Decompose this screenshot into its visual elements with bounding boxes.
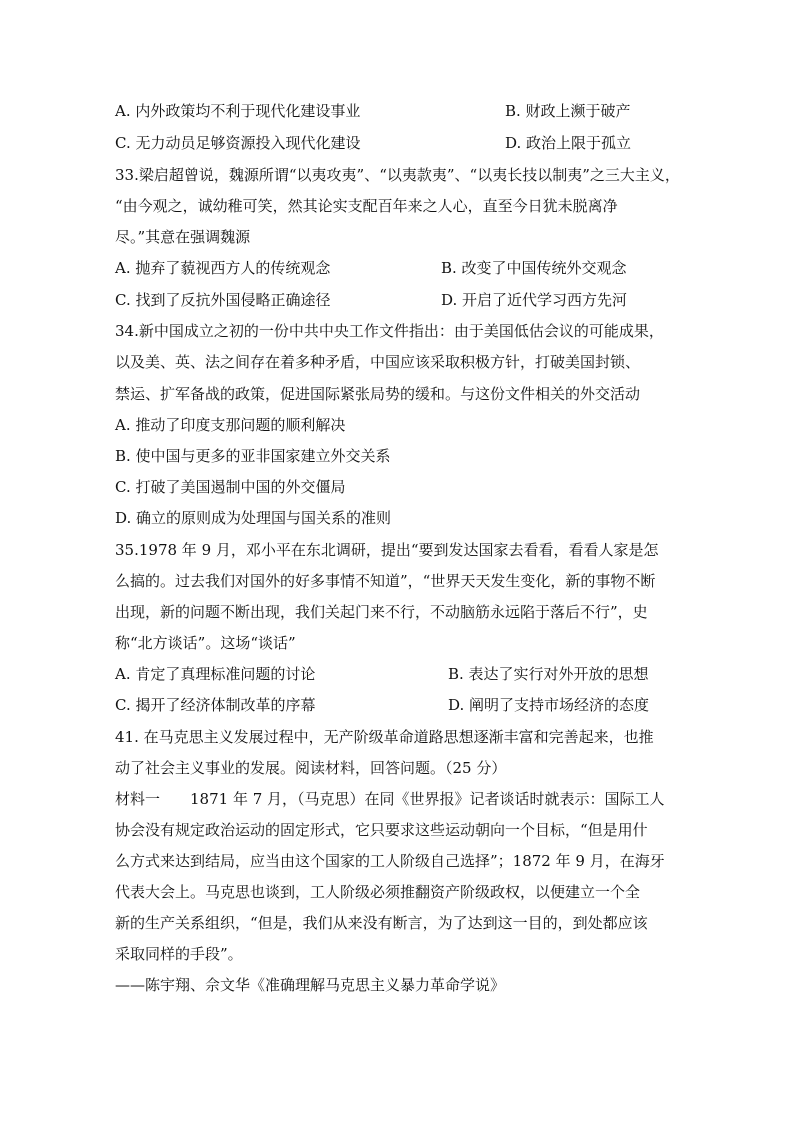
q41-material-line-1: 材料一 1871 年 7 月，（马克思）在同《世界报》记者谈话时就表示：国际工人 bbox=[115, 790, 665, 808]
q34-option-c: C. 打破了美国遏制中国的外交僵局 bbox=[115, 478, 346, 496]
q33-option-c: C. 找到了反抗外国侵略正确途径 bbox=[115, 291, 331, 309]
q32-option-d: D. 政治上限于孤立 bbox=[505, 134, 632, 152]
q41-stem-line-2: 动了社会主义事业的发展。阅读材料，回答问题。（25 分） bbox=[115, 759, 507, 777]
q33-stem-line-3: 尽。”其意在强调魏源 bbox=[115, 228, 251, 246]
q35-stem-line-3: 出现，新的问题不断出现，我们关起门来不行，不动脑筋永远陷于落后不行”，史 bbox=[115, 603, 648, 621]
q33-stem-line-2: “由今观之，诚幼稚可笑，然其论实支配百年来之人心，直至今日犹未脱离净 bbox=[115, 197, 618, 215]
q41-stem-line-1: 41. 在马克思主义发展过程中，无产阶级革命道路思想逐渐丰富和完善起来，也推 bbox=[115, 728, 654, 746]
q34-option-b: B. 使中国与更多的亚非国家建立外交关系 bbox=[115, 447, 391, 465]
q33-option-d: D. 开启了近代学习西方先河 bbox=[441, 291, 628, 309]
q35-stem-line-2: 么搞的。过去我们对国外的好多事情不知道”，“世界天天发生变化，新的事物不断 bbox=[115, 572, 656, 590]
q34-stem-line-2: 以及美、英、法之间存在着多种矛盾，中国应该采取积极方针，打破美国封锁、 bbox=[115, 353, 641, 371]
q32-option-b: B. 财政上濒于破产 bbox=[505, 102, 631, 120]
q41-material-line-3: 么方式来达到结局，应当由这个国家的工人阶级自己选择”；1872 年 9 月，在海牙 bbox=[115, 852, 665, 870]
q32-option-c: C. 无力动员足够资源投入现代化建设 bbox=[115, 134, 361, 152]
q41-material-line-5: 新的生产关系组织，“但是，我们从来没有断言，为了达到这一目的，到处都应该 bbox=[115, 914, 648, 932]
q41-material-line-4: 代表大会上。马克思也谈到，工人阶级必须推翻资产阶级政权，以便建立一个全 bbox=[115, 883, 641, 901]
q33-option-b: B. 改变了中国传统外交观念 bbox=[441, 259, 627, 277]
q32-option-a: A. 内外政策均不利于现代化建设事业 bbox=[115, 102, 361, 120]
q35-option-b: B. 表达了实行对外开放的思想 bbox=[448, 665, 649, 683]
q41-material-line-6: 采取同样的手段”。 bbox=[115, 945, 243, 963]
q33-stem-line-1: 33.梁启超曾说，魏源所谓“以夷攻夷”、“以夷款夷”、“以夷长技以制夷”之三大主义， bbox=[115, 166, 680, 184]
q35-option-c: C. 揭开了经济体制改革的序幕 bbox=[115, 696, 316, 714]
q35-stem-line-4: 称“北方谈话”。这场“谈话” bbox=[115, 634, 296, 652]
q33-option-a: A. 抛弃了藐视西方人的传统观念 bbox=[115, 259, 331, 277]
q34-option-a: A. 推动了印度支那问题的顺利解决 bbox=[115, 416, 346, 434]
q41-material-line-2: 协会没有规定政治运动的固定形式，它只要求这些运动朝向一个目标，“但是用什 bbox=[115, 821, 648, 839]
q34-stem-line-1: 34.新中国成立之初的一份中共中央工作文件指出：由于美国低估会议的可能成果， bbox=[115, 322, 664, 340]
q34-stem-line-3: 禁运、扩军备战的政策，促进国际紧张局势的缓和。与这份文件相关的外交活动 bbox=[115, 385, 641, 403]
q34-option-d: D. 确立的原则成为处理国与国关系的准则 bbox=[115, 509, 392, 527]
q41-source-citation: ——陈宇翔、佘文华《准确理解马克思主义暴力革命学说》 bbox=[115, 976, 506, 994]
q35-stem-line-1: 35.1978 年 9 月，邓小平在东北调研，提出“要到发达国家去看看，看看人家是怎 bbox=[115, 541, 659, 559]
q35-option-a: A. 肯定了真理标准问题的讨论 bbox=[115, 665, 316, 683]
q35-option-d: D. 阐明了支持市场经济的态度 bbox=[448, 696, 650, 714]
